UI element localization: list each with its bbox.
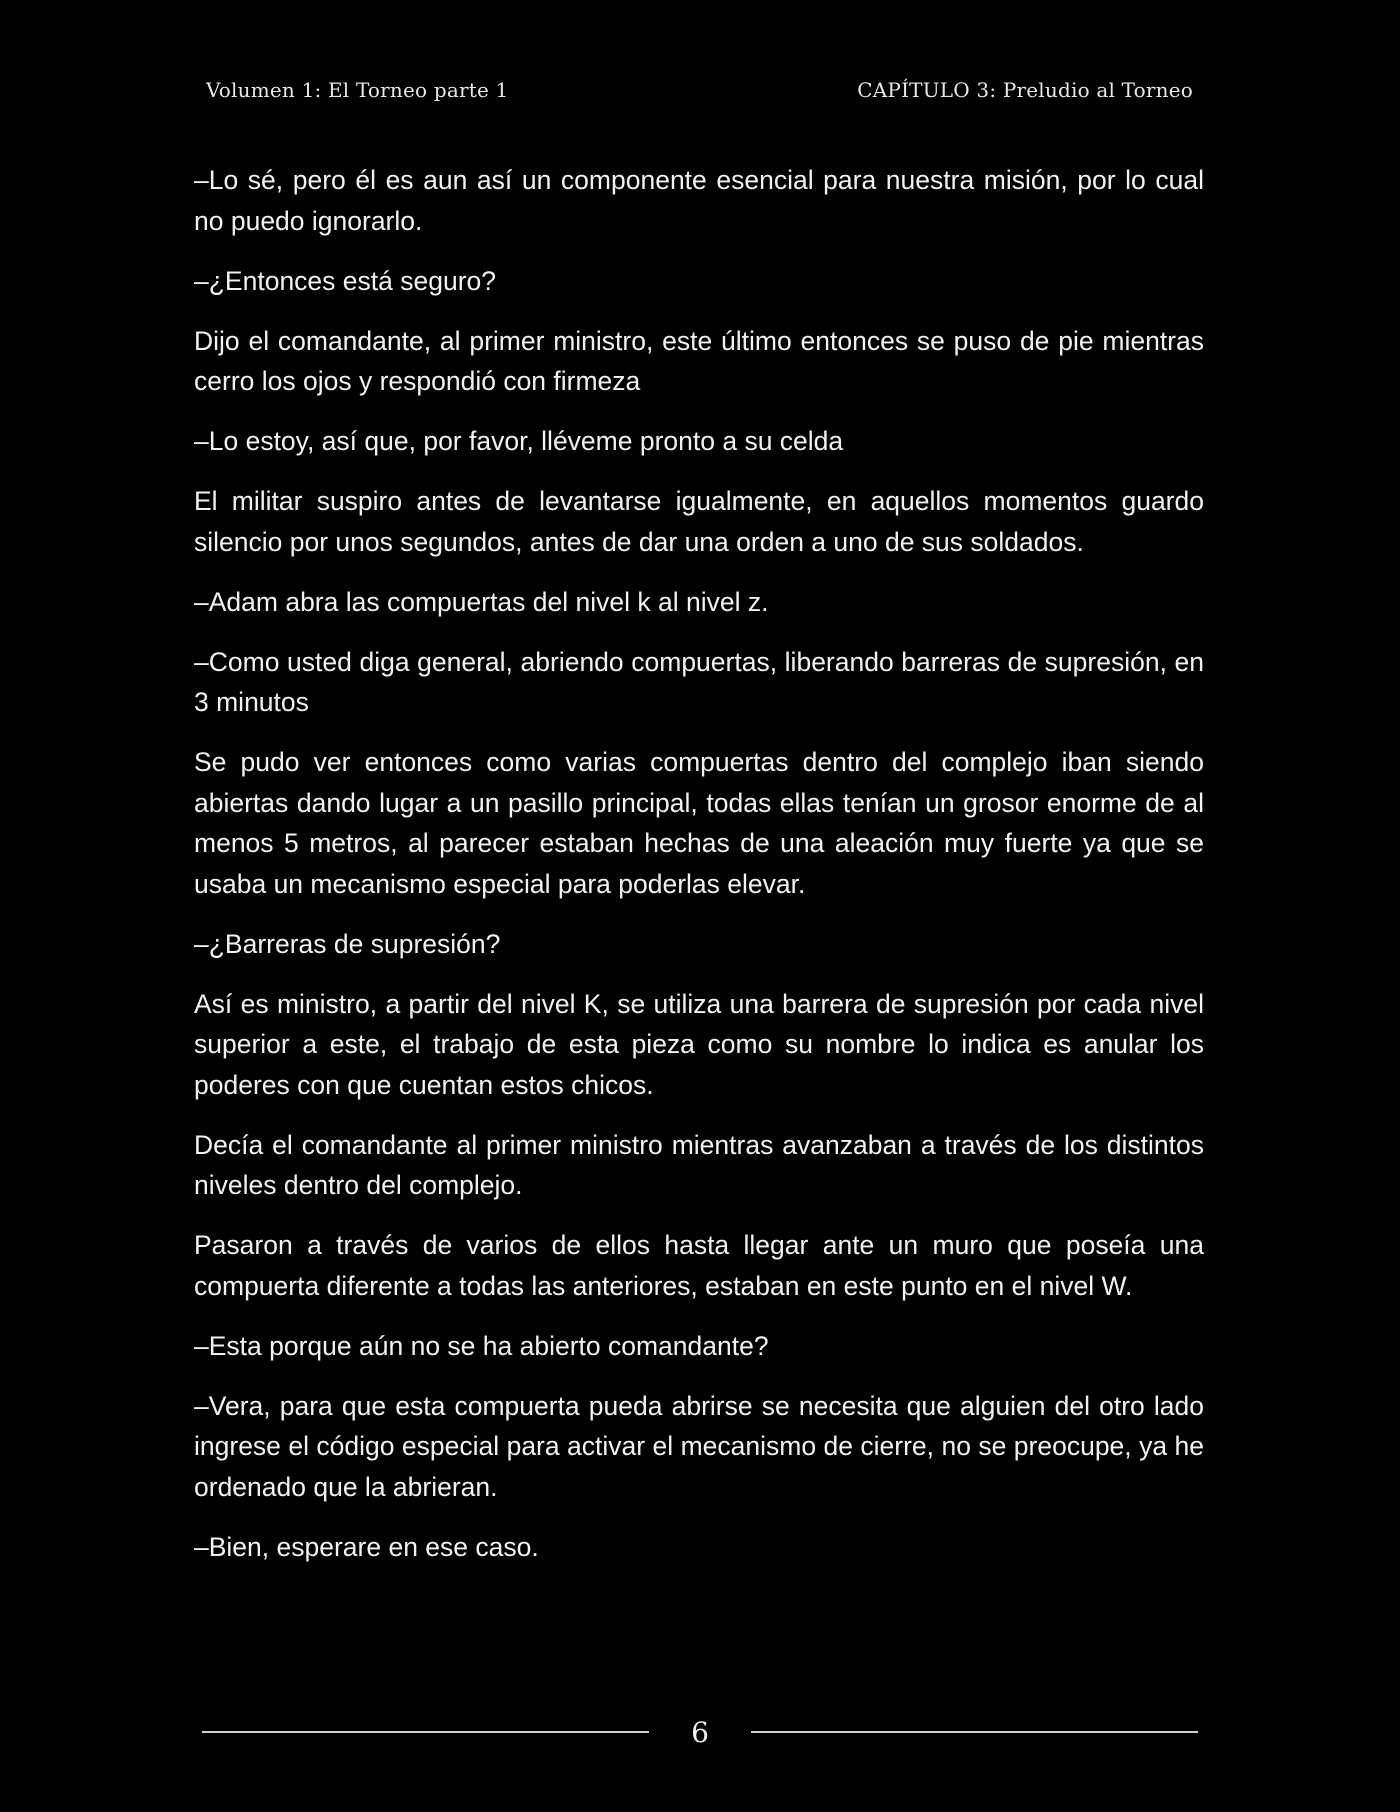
paragraph: –Esta porque aún no se ha abierto comandante? <box>194 1330 769 1361</box>
paragraph: –Vera, para que esta compuerta pueda abrirse se necesita que alguien del otro lado ingrese el código especial para activar el mecanismo de cierre, no se preocupe, ya he ordenado que la abrieran. <box>194 1390 1204 1502</box>
footer-rule-left <box>202 1731 649 1733</box>
paragraph: –¿Barreras de supresión? <box>194 928 501 959</box>
paragraph: –Adam abra las compuertas del nivel k al nivel z. <box>194 586 769 617</box>
page-number: 6 <box>691 1715 709 1749</box>
paragraph: –Bien, esperare en ese caso. <box>194 1531 539 1562</box>
paragraph: El militar suspiro antes de levantarse igualmente, en aquellos momentos guardo silencio por unos segundos, antes de dar una orden a uno de sus soldados. <box>194 486 1204 557</box>
paragraph: Dijo el comandante, al primer ministro, este último entonces se puso de pie mientras cerro los ojos y respondió con firmeza <box>194 325 1204 396</box>
chapter-title: CAPÍTULO 3: Preludio al Torneo <box>857 78 1193 102</box>
page-footer <box>202 1712 1198 1752</box>
footer-rule-right <box>751 1731 1198 1733</box>
volume-title: Volumen 1: El Torneo parte 1 <box>206 78 509 102</box>
paragraph: Así es ministro, a partir del nivel K, se utiliza una barrera de supresión por cada nivel superior a este, el trabajo de esta pieza como su nombre lo indica es anular los poderes con que cuentan estos chicos. <box>194 988 1204 1100</box>
paragraph: –Como usted diga general, abriendo compuertas, liberando barreras de supresión, en 3 minutos <box>194 646 1204 717</box>
paragraph: Pasaron a través de varios de ellos hasta llegar ante un muro que poseía una compuerta diferente a todas las anteriores, estaban en este punto en el nivel W. <box>194 1230 1204 1301</box>
paragraph: –¿Entonces está seguro? <box>194 265 496 296</box>
paragraph: –Lo estoy, así que, por favor, lléveme pronto a su celda <box>194 426 844 456</box>
paragraph: Decía el comandante al primer ministro mientras avanzaban a través de los distintos niveles dentro del complejo. <box>194 1129 1204 1200</box>
paragraph: Se pudo ver entonces como varias compuertas dentro del complejo iban siendo abiertas dando lugar a un pasillo principal, todas ellas tenían un grosor enorme de al menos 5 metros, al parecer estaban hechas de una aleación muy fuerte ya que se usaba un mecanismo especial para poderlas elevar. <box>194 747 1204 899</box>
running-header <box>206 78 1193 102</box>
page-body <box>194 160 1204 1587</box>
paragraph: –Lo sé, pero él es aun así un componente esencial para nuestra misión, por lo cual no puedo ignorarlo. <box>194 165 1204 236</box>
